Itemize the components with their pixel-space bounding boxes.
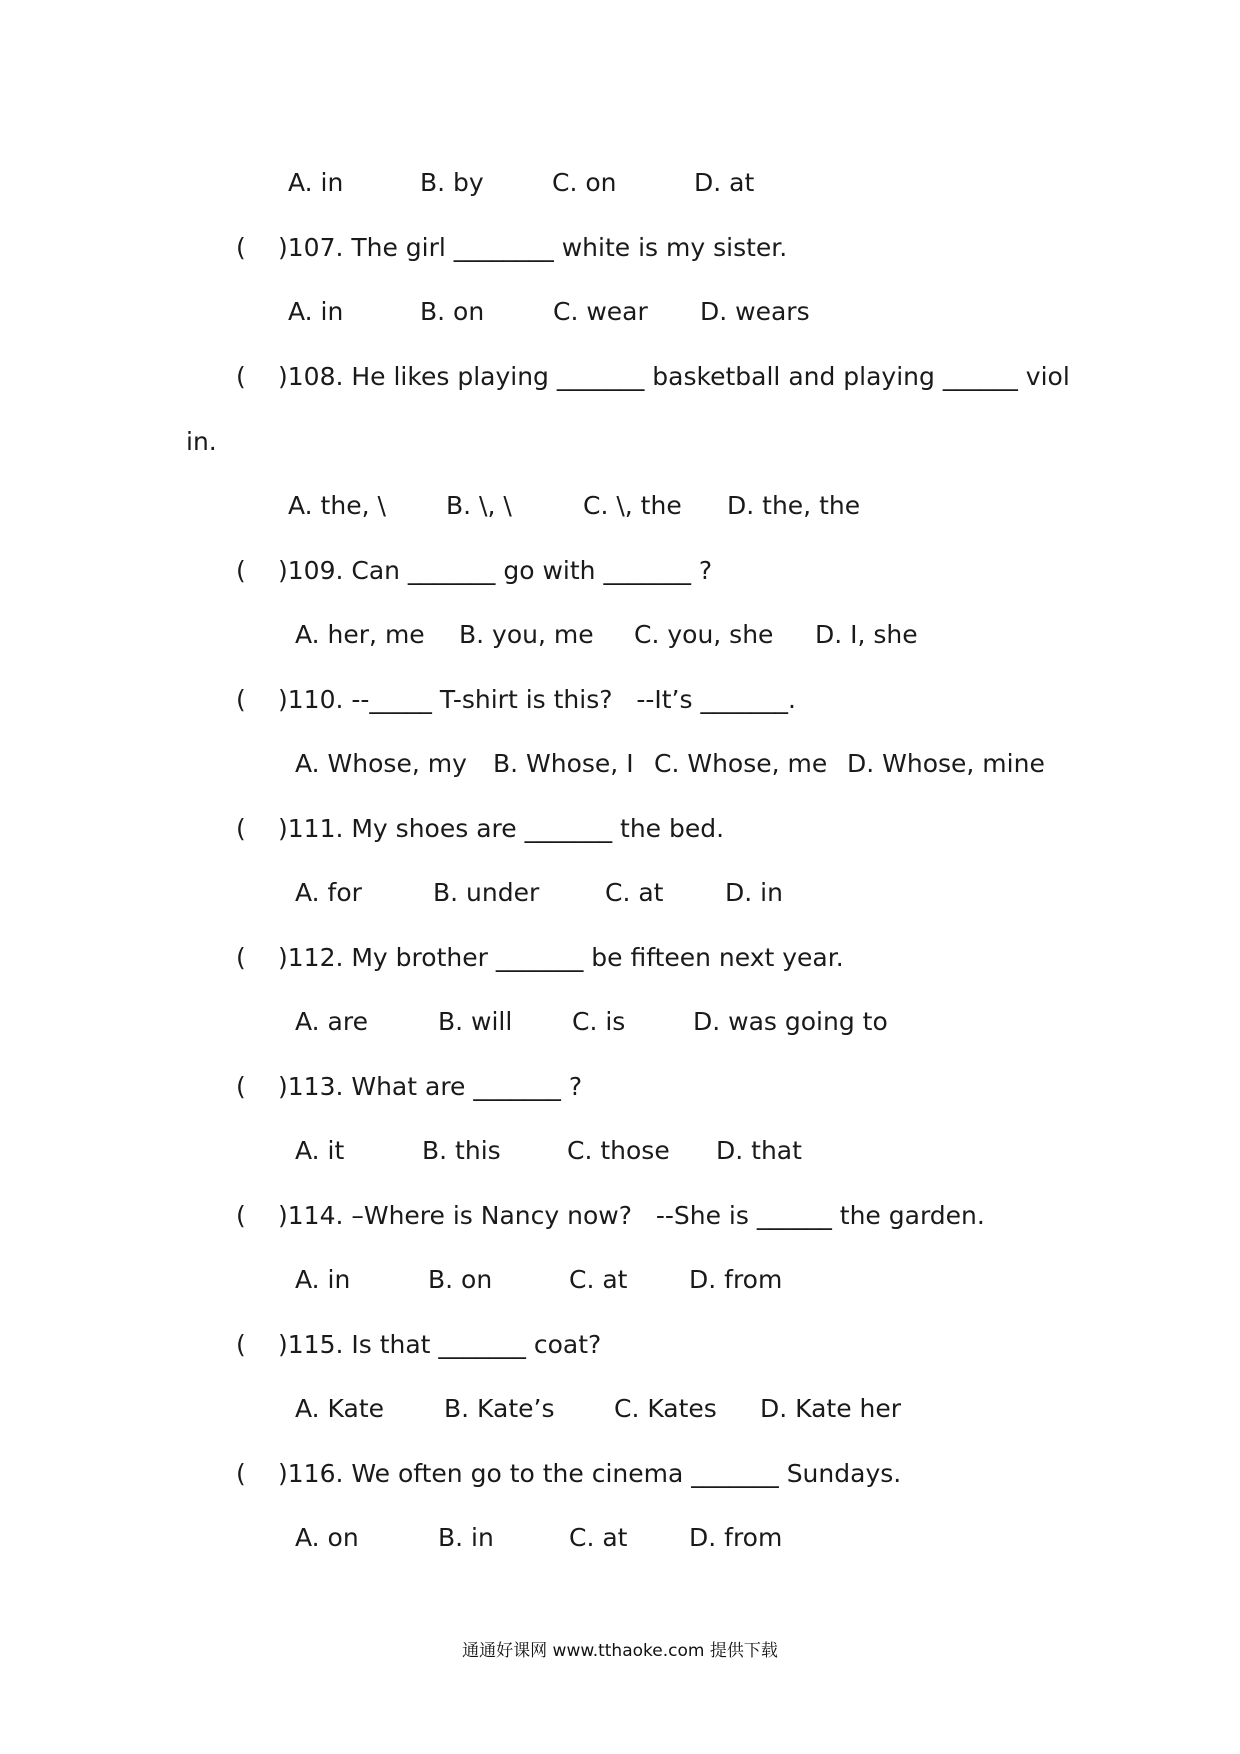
option: C. \, the xyxy=(583,491,682,520)
question-112: )112. My brother _______ be fifteen next year. xyxy=(278,943,844,972)
option: B. on xyxy=(428,1265,493,1294)
option: A. in xyxy=(288,168,344,197)
answer-paren: ( xyxy=(236,362,246,391)
option: B. in xyxy=(438,1523,494,1552)
answer-paren: ( xyxy=(236,1459,246,1488)
option: D. was going to xyxy=(693,1007,888,1036)
option: C. those xyxy=(567,1136,670,1165)
option: B. \, \ xyxy=(446,491,512,520)
option: D. from xyxy=(689,1523,783,1552)
option: C. at xyxy=(605,878,664,907)
option: B. by xyxy=(420,168,484,197)
page-footer: 通通好课网 www.tthaoke.com 提供下载 xyxy=(462,1641,778,1661)
question-114: )114. –Where is Nancy now? --She is ______ the garden. xyxy=(278,1201,985,1230)
option: C. Whose, me xyxy=(654,749,828,778)
question-109: )109. Can _______ go with _______ ? xyxy=(278,556,713,585)
question-113: )113. What are _______ ? xyxy=(278,1072,583,1101)
answer-paren: ( xyxy=(236,1330,246,1359)
option: A. it xyxy=(295,1136,345,1165)
option: D. I, she xyxy=(815,620,918,649)
option: C. Kates xyxy=(614,1394,717,1423)
option: B. will xyxy=(438,1007,513,1036)
option: D. in xyxy=(725,878,783,907)
answer-paren: ( xyxy=(236,1201,246,1230)
option: D. Kate her xyxy=(760,1394,902,1423)
option: A. Kate xyxy=(295,1394,385,1423)
option: D. that xyxy=(716,1136,802,1165)
option: C. is xyxy=(572,1007,626,1036)
option: C. at xyxy=(569,1523,628,1552)
question-110: )110. --_____ T-shirt is this? --It’s _______. xyxy=(278,685,796,714)
option: B. Whose, I xyxy=(493,749,634,778)
option: A. are xyxy=(295,1007,368,1036)
option: D. at xyxy=(694,168,755,197)
option: C. you, she xyxy=(634,620,774,649)
option: A. in xyxy=(295,1265,351,1294)
answer-paren: ( xyxy=(236,1072,246,1101)
question-115: )115. Is that _______ coat? xyxy=(278,1330,602,1359)
question-108-continuation: in. xyxy=(186,427,217,456)
option: A. Whose, my xyxy=(295,749,467,778)
option: D. the, the xyxy=(727,491,861,520)
answer-paren: ( xyxy=(236,685,246,714)
option: B. Kate’s xyxy=(444,1394,555,1423)
option: D. wears xyxy=(700,297,810,326)
answer-paren: ( xyxy=(236,943,246,972)
option: A. in xyxy=(288,297,344,326)
option: B. under xyxy=(433,878,540,907)
answer-paren: ( xyxy=(236,556,246,585)
option: C. at xyxy=(569,1265,628,1294)
option: C. on xyxy=(552,168,617,197)
option: A. the, \ xyxy=(288,491,386,520)
question-116: )116. We often go to the cinema _______ Sundays. xyxy=(278,1459,902,1488)
question-107: )107. The girl ________ white is my sister. xyxy=(278,233,788,262)
option: B. you, me xyxy=(459,620,594,649)
option: D. from xyxy=(689,1265,783,1294)
question-111: )111. My shoes are _______ the bed. xyxy=(278,814,725,843)
option: C. wear xyxy=(553,297,648,326)
question-108: )108. He likes playing _______ basketball and playing ______ viol xyxy=(278,362,1070,391)
option: B. on xyxy=(420,297,485,326)
option: A. for xyxy=(295,878,362,907)
option: A. on xyxy=(295,1523,359,1552)
option: A. her, me xyxy=(295,620,425,649)
option: D. Whose, mine xyxy=(847,749,1045,778)
answer-paren: ( xyxy=(236,233,246,262)
option: B. this xyxy=(422,1136,501,1165)
answer-paren: ( xyxy=(236,814,246,843)
